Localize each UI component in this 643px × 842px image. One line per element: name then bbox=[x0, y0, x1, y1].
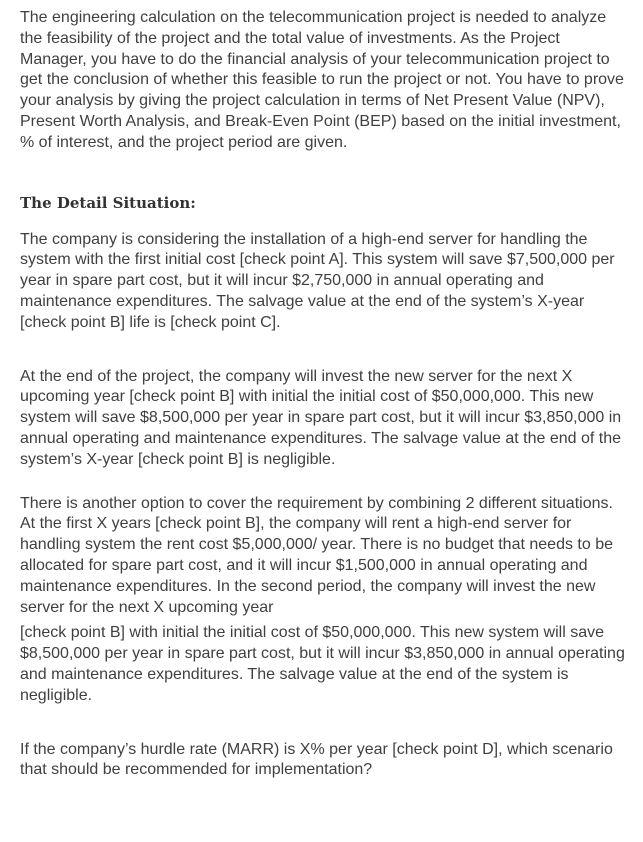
question-paragraph: If the company’s hurdle rate (MARR) is X% per year [check point D], which scenario that should be recommended for implementation? bbox=[20, 740, 613, 779]
document-body bbox=[20, 8, 627, 781]
situation-paragraph-3-continued: [check point B] with initial the initial cost of $50,000,000. This new system will save $8,500,000 per year in spare part cost, but it will incur $3,850,000 in annual operating and maintenance expenditures. The salvage value at the end of the system is negligible. bbox=[20, 624, 625, 704]
situation-paragraph-2: At the end of the project, the company will invest the new server for the next X upcoming year [check point B] with initial the initial cost of $50,000,000. This new system will save $8,500,000 per year in spare part cost, but it will incur $3,850,000 in annual operating and maintenance expenditures. The salvage value at the end of the system’s X-year [check point B] is negligible. bbox=[20, 367, 622, 468]
intro-paragraph: The engineering calculation on the telecommunication project is needed to analyze the feasibility of the project and the total value of investments. As the Project Manager, you have to do the financial analysis of your telecommunication project to get the conclusion of whether this feasible to run the project or not. You have to prove your analysis by giving the project calculation in terms of Net Present Value (NPV), Present Worth Analysis, and Break-Even Point (BEP) based on the initial investment, % of interest, and the project period are given. bbox=[20, 9, 624, 151]
situation-paragraph-1: The company is considering the installation of a high-end server for handling the system with the first initial cost [check point A]. This system will save $7,500,000 per year in spare part cost, but it will incur $2,750,000 in annual operating and maintenance expenditures. The salvage value at the end of the system’s X-year [check point B] life is [check point C]. bbox=[20, 230, 615, 331]
section-heading: The Detail Situation: bbox=[20, 193, 196, 212]
situation-paragraph-3: There is another option to cover the requirement by combining 2 different situations. At the first X years [check point B], the company will rent a high-end server for handling system the rent cost $5,000,000/ year. There is no budget that needs to be allocated for spare part cost, and it will incur $1,500,000 in annual operating and maintenance expenditures. In the second period, the company will invest the new server for the next X upcoming year bbox=[20, 494, 613, 616]
